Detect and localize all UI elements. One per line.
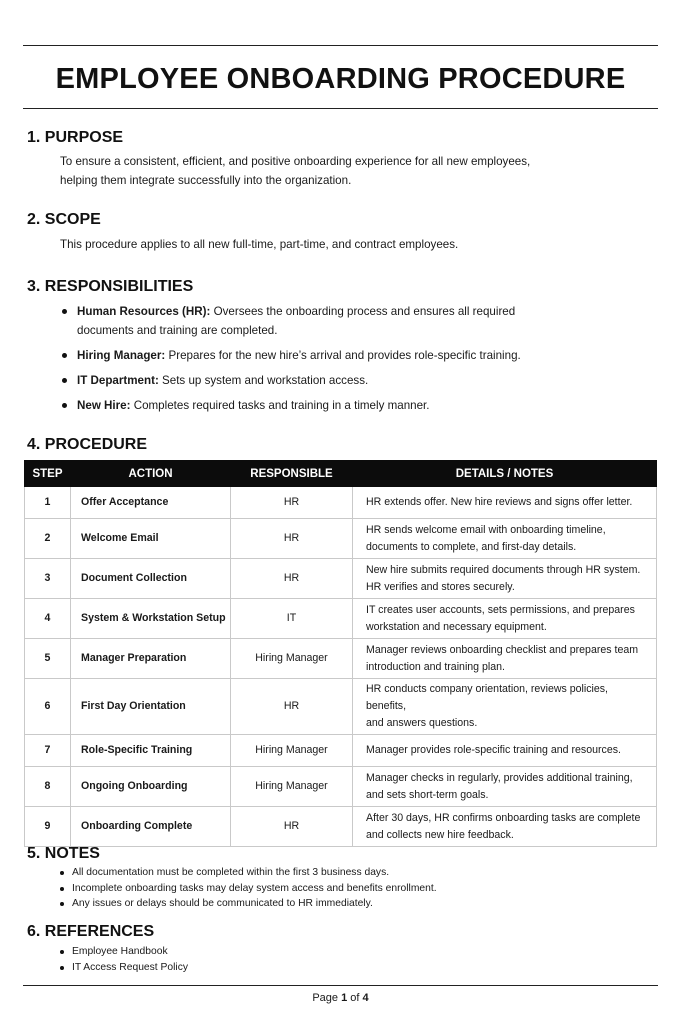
column-header-step: STEP: [25, 461, 71, 487]
step-cell: 6: [25, 679, 71, 735]
step-cell: 5: [25, 639, 71, 679]
list-item: Any issues or delays should be communicated to HR immediately.: [59, 896, 437, 912]
details-line: Manager checks in regularly, provides additional training,: [366, 771, 633, 784]
table-row: [25, 559, 657, 599]
references-list: [59, 944, 188, 975]
purpose-text: [60, 152, 620, 190]
details-line: and collects new hire feedback.: [366, 828, 514, 841]
action-cell: Document Collection: [71, 559, 231, 599]
notes-list: [59, 865, 437, 912]
page-number: [23, 990, 658, 1006]
responsible-cell: Hiring Manager: [231, 767, 353, 807]
details-cell: [353, 767, 657, 807]
column-header-details: DETAILS / NOTES: [353, 461, 657, 487]
current-page: 1: [341, 992, 348, 1004]
details-line: New hire submits required documents through HR system.: [366, 563, 641, 576]
table-row: [25, 487, 657, 519]
document-title: EMPLOYEE ONBOARDING PROCEDURE: [55, 63, 626, 95]
responsible-cell: HR: [231, 487, 353, 519]
column-header-action: ACTION: [71, 461, 231, 487]
details-line: After 30 days, HR confirms onboarding tasks are complete: [366, 811, 641, 824]
table-header-row: [25, 461, 657, 487]
details-cell: [353, 679, 657, 735]
page-of: of: [347, 992, 363, 1004]
procedure-table: [24, 460, 657, 847]
step-cell: 8: [25, 767, 71, 807]
list-item: [61, 396, 531, 415]
table-row: [25, 519, 657, 559]
details-cell: [353, 519, 657, 559]
step-cell: 7: [25, 735, 71, 767]
step-cell: 9: [25, 807, 71, 847]
title-rule: [23, 108, 658, 109]
table-row: [25, 735, 657, 767]
action-cell: First Day Orientation: [71, 679, 231, 735]
references-heading: 6. REFERENCES: [27, 923, 155, 940]
responsible-cell: Hiring Manager: [231, 735, 353, 767]
details-line: documents to complete, and first-day details.: [366, 540, 577, 553]
footer-rule: [23, 985, 658, 986]
step-cell: 3: [25, 559, 71, 599]
list-item: [61, 302, 531, 340]
list-item: IT Access Request Policy: [59, 960, 188, 976]
role-label: Human Resources (HR):: [77, 305, 211, 318]
role-description: Oversees the onboarding process and ensures all required: [210, 305, 516, 318]
responsible-cell: HR: [231, 519, 353, 559]
step-cell: 2: [25, 519, 71, 559]
details-line: HR extends offer. New hire reviews and signs offer letter.: [366, 496, 633, 508]
purpose-text-line: To ensure a consistent, efficient, and positive onboarding experience for all new employees,: [60, 155, 531, 168]
details-cell: [353, 735, 657, 767]
role-label: IT Department:: [77, 374, 159, 387]
procedure-heading: 4. PROCEDURE: [27, 436, 148, 453]
role-description: Completes required tasks and training in a timely manner.: [130, 399, 430, 412]
details-line: Manager provides role-specific training and resources.: [366, 744, 621, 756]
details-cell: [353, 599, 657, 639]
responsible-cell: HR: [231, 559, 353, 599]
details-line: and answers questions.: [366, 717, 478, 729]
role-description: documents and training are completed.: [77, 324, 278, 337]
responsible-cell: Hiring Manager: [231, 639, 353, 679]
page-prefix: Page: [312, 992, 342, 1004]
details-cell: [353, 487, 657, 519]
list-item: [61, 371, 531, 390]
purpose-text-line: helping them integrate successfully into the organization.: [60, 174, 352, 187]
notes-heading: 5. NOTES: [27, 845, 100, 862]
details-cell: [353, 559, 657, 599]
step-cell: 1: [25, 487, 71, 519]
action-cell: Role-Specific Training: [71, 735, 231, 767]
details-line: introduction and training plan.: [366, 660, 505, 673]
responsibilities-heading: 3. RESPONSIBILITIES: [27, 278, 194, 295]
action-cell: System & Workstation Setup: [71, 599, 231, 639]
details-line: and sets short-term goals.: [366, 788, 489, 801]
action-cell: Welcome Email: [71, 519, 231, 559]
action-cell: Manager Preparation: [71, 639, 231, 679]
role-description: Sets up system and workstation access.: [158, 374, 369, 387]
role-description: Prepares for the new hire’s arrival and provides role-specific training.: [165, 349, 521, 362]
responsible-cell: HR: [231, 679, 353, 735]
column-header-responsible: RESPONSIBLE: [231, 461, 353, 487]
details-line: Manager reviews onboarding checklist and prepares team: [366, 643, 639, 656]
action-cell: Offer Acceptance: [71, 487, 231, 519]
total-pages: 4: [362, 992, 369, 1004]
action-cell: Ongoing Onboarding: [71, 767, 231, 807]
details-line: HR conducts company orientation, reviews policies, benefits,: [366, 683, 609, 712]
table-row: [25, 639, 657, 679]
role-label: Hiring Manager:: [77, 349, 166, 362]
purpose-heading: 1. PURPOSE: [27, 129, 124, 146]
step-cell: 4: [25, 599, 71, 639]
action-cell: Onboarding Complete: [71, 807, 231, 847]
scope-text: This procedure applies to all new full-time, part-time, and contract employees.: [60, 238, 459, 251]
details-line: HR verifies and stores securely.: [366, 580, 515, 593]
details-line: IT creates user accounts, sets permissions, and prepares: [366, 603, 635, 616]
table-row: [25, 599, 657, 639]
list-item: Incomplete onboarding tasks may delay system access and benefits enrollment.: [59, 881, 437, 897]
top-rule: [23, 45, 658, 46]
list-item: Employee Handbook: [59, 944, 188, 960]
scope-heading: 2. SCOPE: [27, 211, 101, 228]
responsible-cell: IT: [231, 599, 353, 639]
details-line: workstation and necessary equipment.: [366, 620, 547, 633]
details-line: HR sends welcome email with onboarding timeline,: [366, 523, 606, 536]
table-row: [25, 807, 657, 847]
responsibilities-list: [61, 302, 531, 421]
list-item: All documentation must be completed within the first 3 business days.: [59, 865, 437, 881]
table-row: [25, 767, 657, 807]
list-item: [61, 346, 531, 365]
table-row: [25, 679, 657, 735]
details-cell: [353, 807, 657, 847]
details-cell: [353, 639, 657, 679]
role-label: New Hire:: [77, 399, 131, 412]
responsible-cell: HR: [231, 807, 353, 847]
